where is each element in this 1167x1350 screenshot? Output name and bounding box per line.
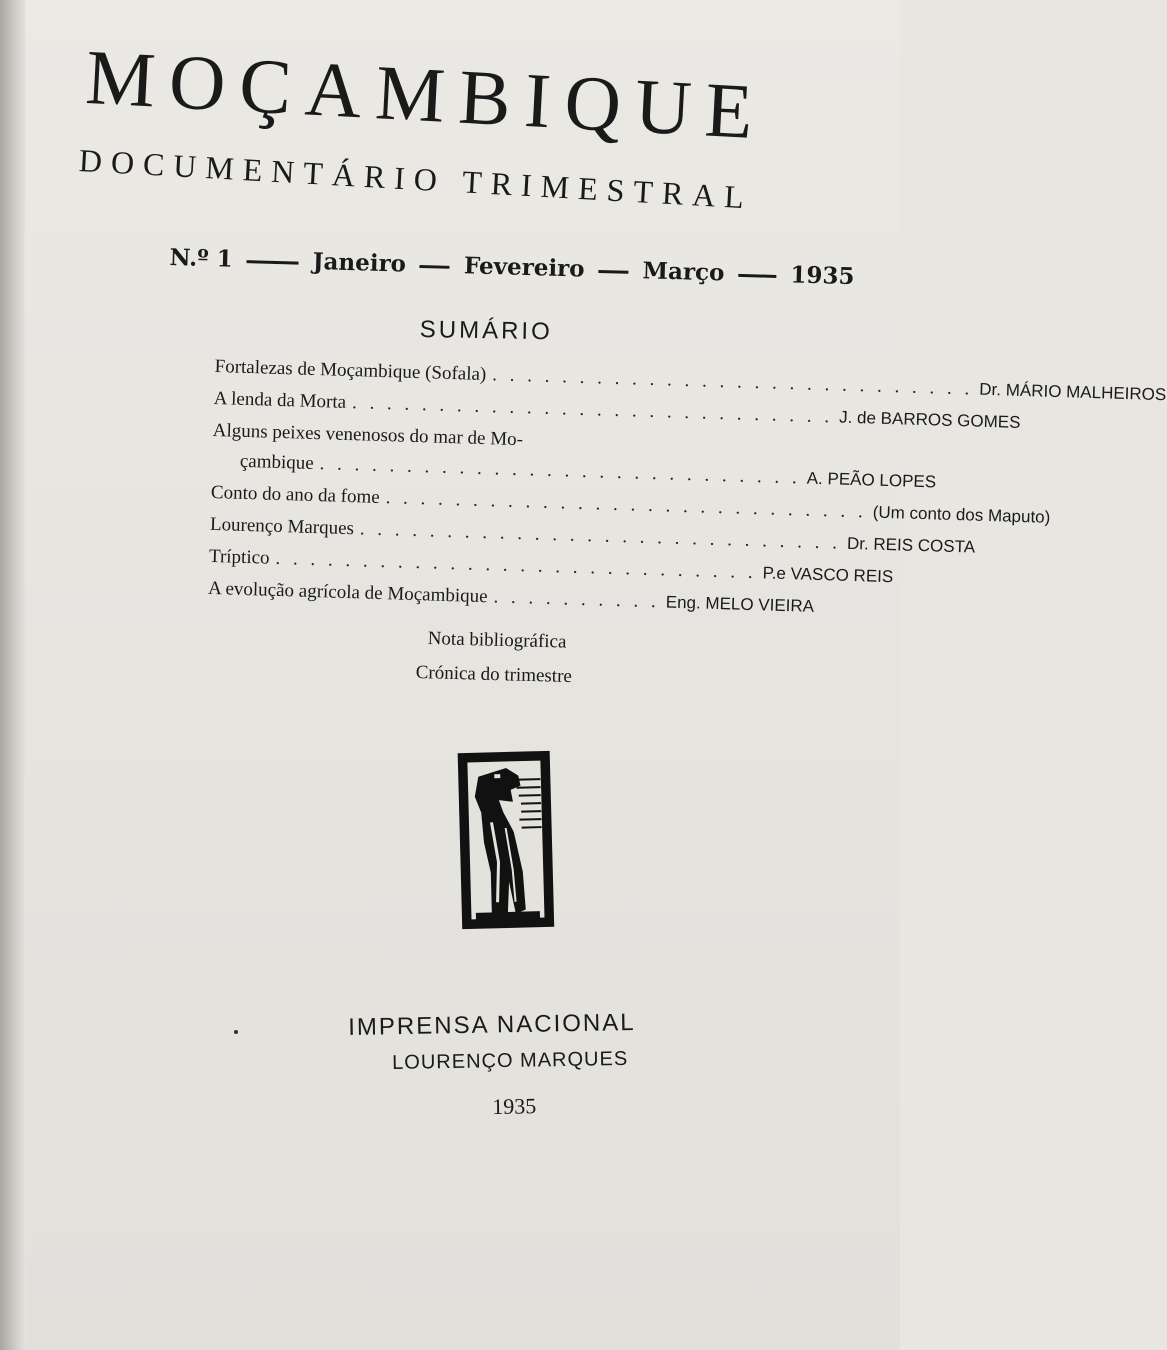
journal-title: MOÇAMBIQUE (83, 33, 770, 156)
toc-entry-author: (Um conto dos Maputo) (872, 502, 1051, 527)
leader-dots: . . . . . . . . . . . . . . . . . . . . . . . . . . . . (385, 487, 868, 523)
issue-year: 1935 (790, 261, 855, 291)
leader-dots: . . . . . . . . . . . . . . . . . . . . . . . . . . . . (319, 453, 802, 489)
toc-entry-author: A. PEÃO LOPES (806, 468, 937, 492)
issue-line (169, 244, 855, 290)
toc-entry-author: J. de BARROS GOMES (838, 407, 1021, 432)
book-gutter-shadow (0, 0, 26, 1350)
leader-dots: . . . . . . . . . . . . . . . . . . . . . . . . . . . . (275, 547, 757, 584)
leader-dots: . . . . . . . . . . . . . . . . . . . . . . . . . . . . (359, 518, 842, 554)
publisher-name: IMPRENSA NACIONAL (348, 1008, 636, 1041)
leader-dots: . . . . . . . . . . . . . . . . . . . . . . . . . . . . (351, 392, 834, 428)
issue-month-2: Fevereiro (463, 252, 585, 283)
toc-entry-author: P.e VASCO REIS (762, 563, 894, 587)
toc-entry-author: Dr. REIS COSTA (846, 533, 976, 557)
carved-figure-icon (458, 751, 555, 929)
toc-entry-title-cont: çambique (239, 450, 315, 474)
publication-year: 1935 (492, 1093, 537, 1119)
toc-entry-author: Dr. MÁRIO MALHEIROS (979, 379, 1167, 405)
summary-heading: SUMÁRIO (419, 316, 553, 346)
toc-extra-chronicle: Crónica do trimestre (415, 662, 573, 688)
leader-dots: . . . . . . . . . . . . . . . . . . . . . . . . . . . . (491, 364, 974, 400)
dash-divider (247, 260, 299, 264)
table-of-contents (207, 356, 1167, 627)
toc-entry-title: Alguns peixes venenosos do mar de Mo- (212, 419, 524, 451)
toc-extra-bibliography: Nota bibliográfica (427, 628, 567, 653)
print-speck (234, 1030, 238, 1034)
issue-number: N.º 1 (169, 244, 234, 273)
toc-entry-title: Tríptico (208, 545, 270, 569)
toc-entry-title: A lenda da Morta (213, 387, 347, 413)
toc-entry-title: Lourenço Marques (209, 513, 355, 540)
toc-entry-author: Eng. MELO VIEIRA (665, 592, 815, 616)
issue-month-3: Março (642, 257, 725, 287)
dash-divider (420, 264, 450, 268)
dash-divider (599, 269, 629, 273)
woodcut-emblem (458, 751, 555, 933)
journal-subtitle: DOCUMENTÁRIO TRIMESTRAL (77, 142, 754, 216)
leader-dots: . . . . . . . . . . (493, 586, 661, 613)
toc-entry-title: A evolução agrícola de Moçambique (207, 577, 488, 608)
issue-month-1: Janeiro (312, 247, 407, 278)
publisher-city: LOURENÇO MARQUES (392, 1047, 629, 1074)
toc-entry-title: Fortalezas de Moçambique (Sofala) (214, 356, 487, 386)
dash-divider (738, 273, 776, 277)
toc-entry-title: Conto do ano da fome (210, 481, 381, 508)
